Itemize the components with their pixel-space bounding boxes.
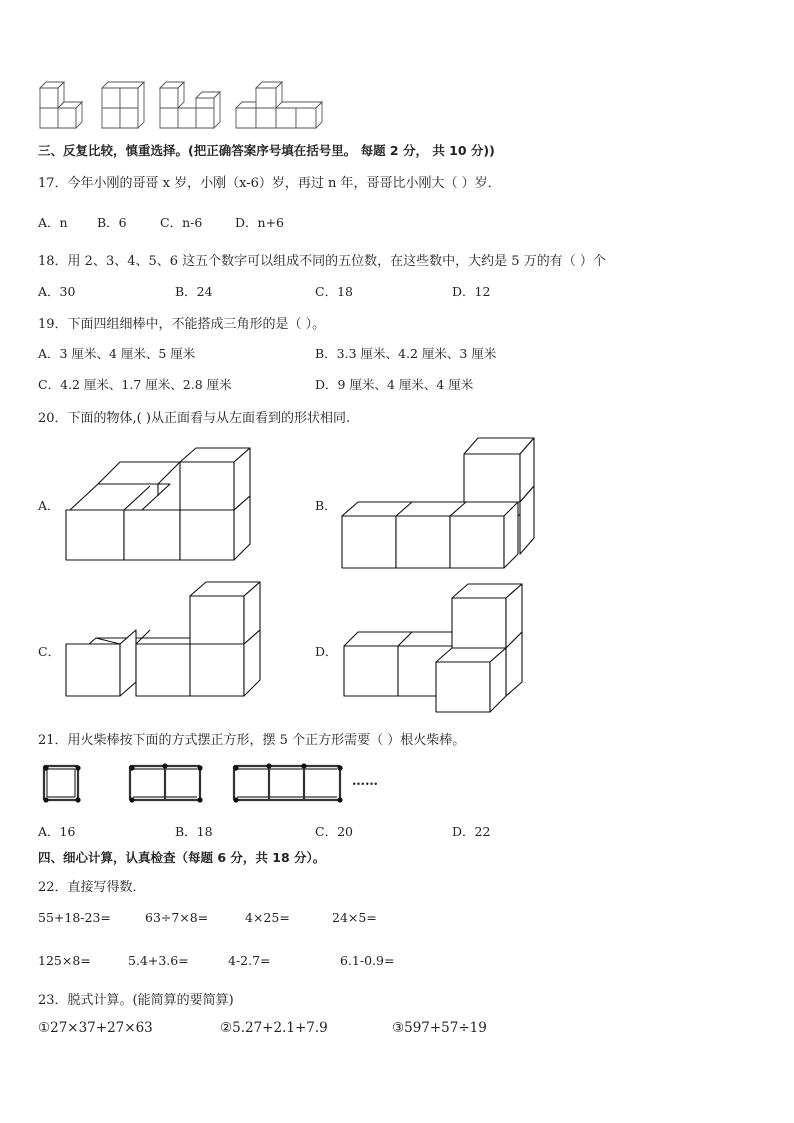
q22-expr: 5.4+3.6=: [128, 953, 189, 968]
q21-option-c[interactable]: C．20: [315, 824, 353, 839]
q23-item: ③597+57÷19: [392, 1020, 487, 1036]
q17-option-a[interactable]: A．n: [38, 215, 68, 230]
q21-option-b[interactable]: B．18: [175, 824, 213, 839]
section-3-title: 三、反复比较，慎重选择。(把正确答案序号填在括号里。 每题 2 分， 共 10 分)): [38, 143, 495, 158]
q17-option-b[interactable]: B．6: [97, 215, 127, 230]
q20-figure-c: [60, 580, 280, 710]
q21-matchstick-figures: [38, 760, 398, 810]
q17-stem: 17．今年小刚的哥哥 x 岁，小刚（x-6）岁，再过 n 年，哥哥比小刚大（ ）岁．: [38, 176, 501, 191]
q19-option-d[interactable]: D．9 厘米、4 厘米、4 厘米: [315, 377, 474, 392]
q17-option-d[interactable]: D．n+6: [235, 215, 284, 230]
q23-item: ①27×37+27×63: [38, 1020, 153, 1036]
q22-expr: 125×8=: [38, 953, 91, 968]
q19-option-a[interactable]: A．3 厘米、4 厘米、5 厘米: [38, 346, 196, 361]
q20-figure-a: [60, 440, 260, 570]
q21-ellipsis: ……: [352, 774, 378, 789]
q22-expr: 55+18-23=: [38, 910, 111, 925]
q22-expr: 4-2.7=: [228, 953, 271, 968]
q20-label-d[interactable]: D．: [315, 644, 338, 659]
q17-option-c[interactable]: C．n-6: [160, 215, 203, 230]
q19-option-c[interactable]: C．4.2 厘米、1.7 厘米、2.8 厘米: [38, 377, 232, 392]
q18-option-a[interactable]: A．30: [38, 284, 76, 299]
q20-label-c[interactable]: C．: [38, 644, 61, 659]
q21-stem: 21．用火柴棒按下面的方式摆正方形，摆 5 个正方形需要（ ）根火柴棒。: [38, 733, 466, 748]
q18-option-b[interactable]: B．24: [175, 284, 213, 299]
q23-item: ②5.27+2.1+7.9: [220, 1020, 328, 1036]
q21-option-a[interactable]: A．16: [38, 824, 76, 839]
q22-expr: 6.1-0.9=: [340, 953, 395, 968]
q22-expr: 4×25=: [245, 910, 290, 925]
q18-option-c[interactable]: C．18: [315, 284, 353, 299]
q22-expr: 63÷7×8=: [145, 910, 209, 925]
section-4-title: 四、细心计算，认真检查（每题 6 分，共 18 分）。: [38, 850, 326, 865]
q20-label-b[interactable]: B．: [315, 498, 337, 513]
q20-label-a[interactable]: A．: [38, 498, 60, 513]
q22-stem: 22．直接写得数．: [38, 880, 146, 895]
q23-stem: 23．脱式计算。(能简算的要简算): [38, 993, 234, 1008]
q22-expr: 24×5=: [332, 910, 377, 925]
q20-figure-d: [340, 578, 540, 718]
top-cube-figures: [36, 78, 336, 138]
q19-stem: 19．下面四组细棒中，不能搭成三角形的是（ ）。: [38, 317, 326, 332]
q18-stem: 18．用 2、3、4、5、6 这五个数字可以组成不同的五位数，在这些数中，大约是 5 万的有（ ）个: [38, 254, 606, 269]
q18-option-d[interactable]: D．12: [452, 284, 491, 299]
q20-figure-b: [336, 432, 556, 572]
q21-option-d[interactable]: D．22: [452, 824, 491, 839]
q19-option-b[interactable]: B．3.3 厘米、4.2 厘米、3 厘米: [315, 346, 497, 361]
q20-stem: 20．下面的物体,( )从正面看与从左面看到的形状相同.: [38, 411, 351, 426]
